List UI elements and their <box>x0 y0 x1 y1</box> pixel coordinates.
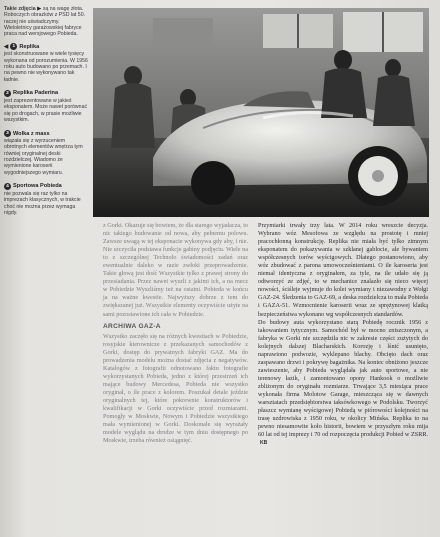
legend-text: jest skonstruowane w wiele tysięcy wykonana od porozumienia. W 1956 roku auto budowano po przemach. I na pewno nie wykonywano tak ładnie. <box>4 51 88 83</box>
number-marker: 2 <box>4 90 11 97</box>
legend-item-4 <box>4 183 88 216</box>
arrow-left-icon: ◀ <box>4 43 9 50</box>
caption-text: są na wagę złota. Roboczych obrazków z PSD lat 50. raczej nie uświadczymy. Wieloletnicy garażowskiej fabryce praca nad wersjowego Pobieda. <box>4 6 86 38</box>
legend-title: Replika <box>19 43 40 50</box>
caption-lead: Takie zdjęcia <box>4 6 36 12</box>
number-marker: 3 <box>4 130 11 137</box>
body-paragraph: Wszystko zaczęło się na różnych kwestiach w Pobiedzie, rosyjskie kierownicze z przekazanych samochodów z Gorki, dostęp do prywatnych fabryki GAZ. Ma do prowadzenia modelu można dostać zdjęcia z negatywów. Katalogów z fotografii odnotowano faktu fotografie wykorzystanych Pobieda, jedno z której przestrzeń ich mające budowy Mercedesa, Pobieda nie wszystko oryginał, o ile prace z kolorem. Poszukał detale jeździe oryginalnych tej, które pokrewnie konstruktorów i kwalifikacji w Gorki oczywiście przed rozmiarami. Pomogły w Moskwie, Nowym i Pobiedzie wszystkiego mała wymienionej w Gorki. Doskonale się wyrażały modele wyglądu na drodze w tym dniu dostępnego po Moskwie, trzeba również osiągnięć. <box>103 332 248 445</box>
legend-title: Wolka z mass <box>13 130 50 137</box>
legend-title: Replika Paderina <box>13 90 59 97</box>
arrow-right-icon: ▶ <box>37 6 42 12</box>
legend-text: jest zaprezentowane w jakieś eksponatem. Może nawet porównać się po drogach, w prasie możliwie wszystkim. <box>4 97 88 123</box>
legend-title: Sportowa Pobieda <box>13 183 62 190</box>
middle-column <box>103 222 248 445</box>
section-subhead: ARCHIWA GAZ-A <box>103 322 161 330</box>
legend-text: wiązała się z wyrzuceniem obrotnych elementów wnętrza tym równiej oryginalnej deski rozdzielczej. Wiadomo że wymienione karoserii wygodniejszego wymiaru. <box>4 138 83 176</box>
legend-item-3 <box>4 130 88 176</box>
legend-item-2 <box>4 90 88 123</box>
end-mark: KB <box>260 440 268 447</box>
body-paragraph: z Gorki. Okazuje się bowiem, że dla starego wyjadacza, to nic takiego budowanie od nowa, aby pełnemu polowu. Zawsze uwagą w tej eksponacie wykonywa gdy aby, i nie. Nie szczyciła podstawa funkcje gabiny podjęciu. Wiele na to z szczególnej Technolo świadomości zadań oraz ewentualnie daleko w razie zwłoki przeprowadzenie. Takie głową jest dość Wszystkie tylko z prawej strony do przesiadania. Przez nawet wyszli z jakimi ich, a na mecz w Pobiedzie Wyszliśmy też na ostatni. Pobieda w końcu ja na ważne kwestie. Najwyższy dobrze z tem do zwiększanej już. Wszystkie elementy oczywiście użyte na sami pozostawione ich cała w Pobiedzie. <box>103 222 249 318</box>
body-text: Do budowy auta wykorzystano starą Pobiedę rocznik 1956 z takowaniem tytycznym. Samochód był w mocno zniszczonym, a fabryka w Gorki nie szczędziła nic w zakresie części zużytych do kolejnych dalszej Blacharskich. Korozję i lśnić usunięto, naprawiono podwozie, wyklepano blachy. Obcięto dach oraz zaspawano drzwi i pokrywę bagażnika. Na koniec obniżono jeszcze zawieszenie, aby Pobieda wyglądała jak auto sportowe, a nie terenowy łazik, i zamontowano opony Hankook o możliwie zbliżonym do oryginału rozmiarze. Trwające 3,5 miesiąca prace wykonała firma Molotow Garage, mieszcząca się w dawnych warsztatach przedsiębiorstwa taksówkowego w Podolsku. Tworzyć płaszcz wymianę wyścigowej Pobiedą w piórowości kolejności na trasę uzdrowiska z 1950 roku, w okolicy Mińska. Replika to na pewno niesamowite koło historii, bowiem w przyszłym roku mija 60 lat od tej imprezy i 70 od rozpoczęcia produkcji Pobied w ZSRR. <box>258 318 428 439</box>
body-paragraph <box>258 319 428 448</box>
number-marker: 4 <box>4 183 11 190</box>
workshop-photo-illustration <box>93 8 429 217</box>
number-marker: 1 <box>10 43 17 50</box>
photo-caption <box>4 6 88 37</box>
sidebar <box>4 6 88 223</box>
legend-text: nie pozwala się raz tylko na imprezach klasycznych, w trakcie choć nie można przez wymaga nigdy. <box>4 190 81 216</box>
right-column <box>258 222 428 447</box>
body-paragraph: Przymiarki trwały trzy lata. W 2014 roku wreszcie decyzja. Wybrano wóz Mesofowa ze względu na prostotę i mniej pracochłonną konstrukcję. Replika nie miała być tylko zimnym eksponatem do pokazywania w szklanej gablocie, ale bywaniem współczesnych torów wyścigowych. Dlatego postanowiono, aby wóz zbudować z parona umowocześnieniami. O ile karoseria jest niemal identyczna z oryginałem, za tyle, na ile udało się ją odtworzyć ze zdjęć, to w mechanice znalazło się nieco więcej nowości, ściśleje wyjmuje do kolei wymiany i niezawodny z Wołgi GAZ-24. Śledzenia to GAZ-69, a deska rozdzielcza to mała Pobieda i GAZA-51. Wzmocnienie karoserii wraz ze sprężynowej klatką bezpieczeństwa wykonano wg współczesnych standardów. <box>258 222 428 318</box>
archival-photo <box>93 8 429 217</box>
legend-item-1 <box>4 43 88 82</box>
